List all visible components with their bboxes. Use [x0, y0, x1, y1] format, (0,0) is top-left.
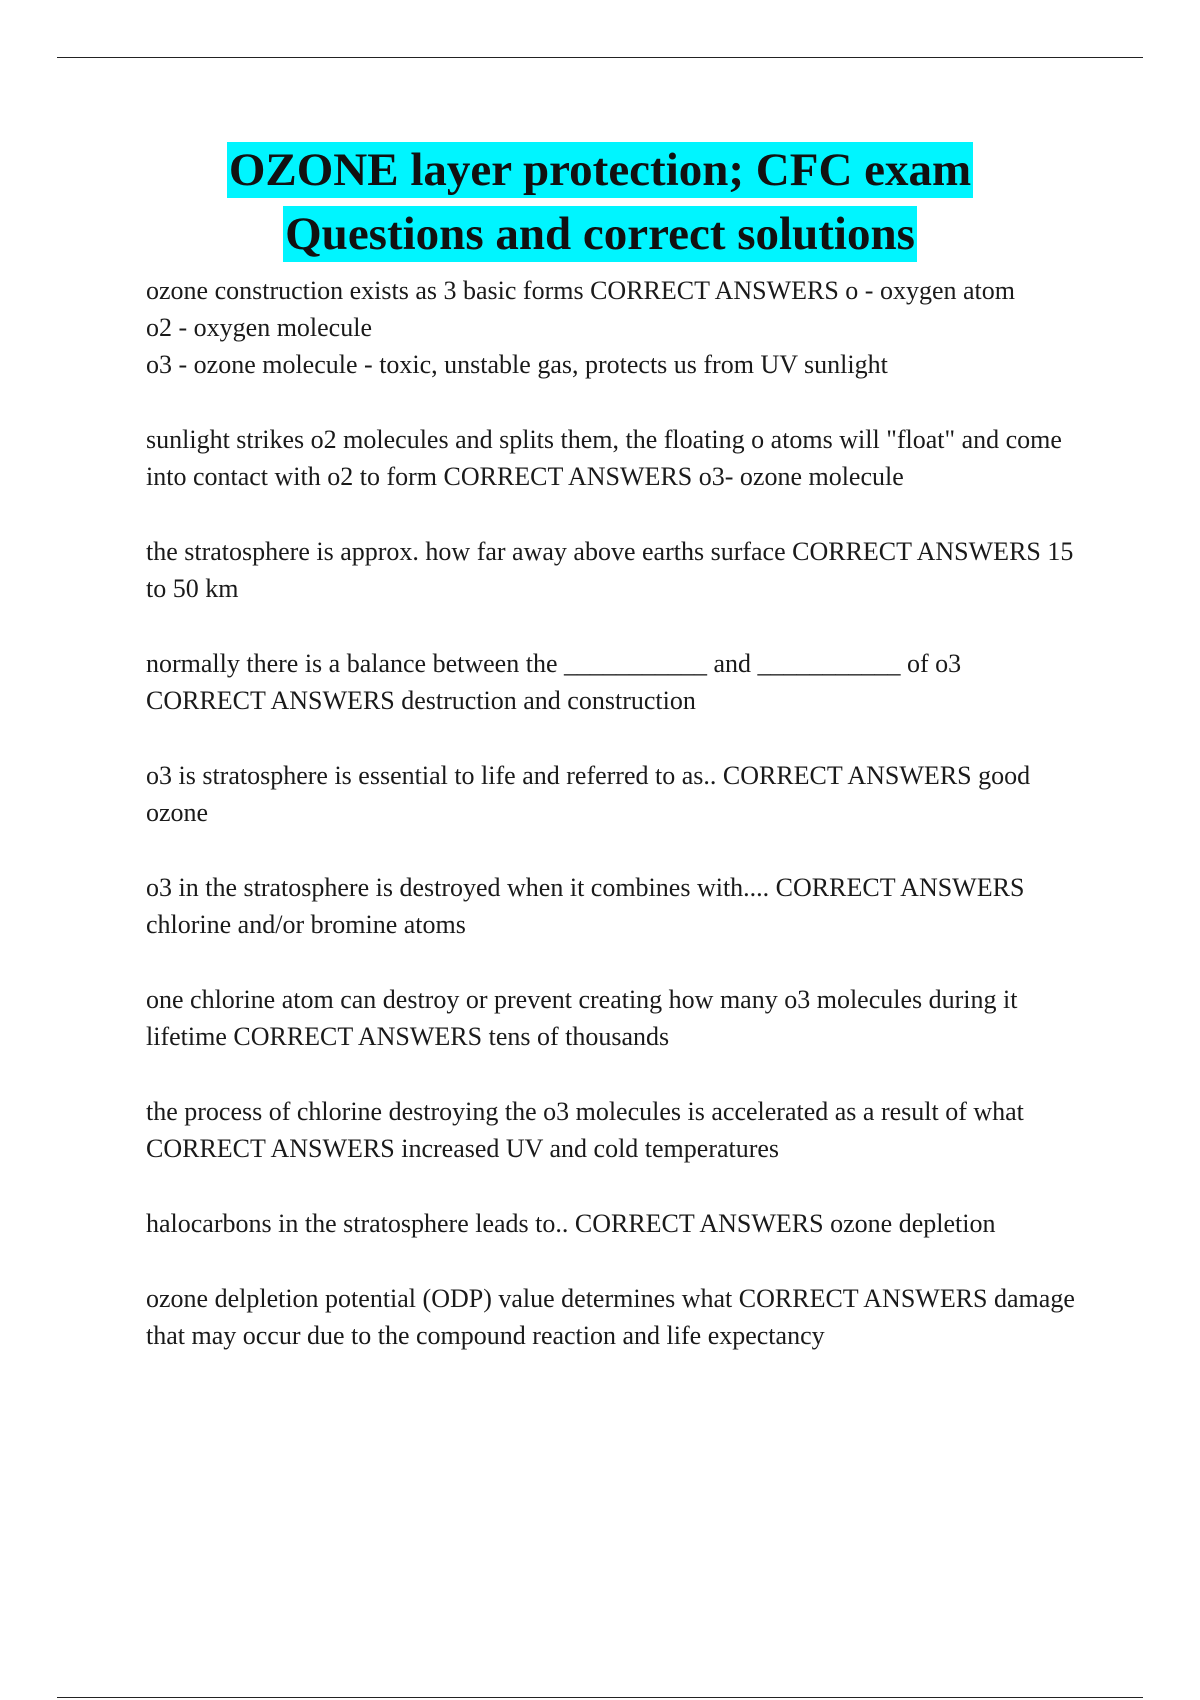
- top-rule: [57, 57, 1143, 58]
- qa-item: o3 in the stratosphere is destroyed when it combines with.... CORRECT ANSWERS chlorine and/or bromine atoms: [146, 873, 1025, 939]
- bottom-rule: [57, 1697, 1143, 1698]
- document-title: [0, 142, 1200, 262]
- qa-item: one chlorine atom can destroy or prevent creating how many o3 molecules during it lifetime CORRECT ANSWERS tens of thousands: [146, 985, 1018, 1051]
- qa-item: ozone delpletion potential (ODP) value determines what CORRECT ANSWERS damage that may occur due to the compound reaction and life expectancy: [146, 1284, 1075, 1350]
- title-line-2: Questions and correct solutions: [285, 208, 915, 260]
- title-line-1: OZONE layer protection; CFC exam: [228, 144, 972, 196]
- qa-item: sunlight strikes o2 molecules and splits them, the floating o atoms will "float" and come into contact with o2 to form CORRECT ANSWERS o3- ozone molecule: [146, 425, 1062, 491]
- qa-item: normally there is a balance between the ___________ and ___________ of o3 CORRECT ANSWERS destruction and construction: [146, 649, 962, 715]
- qa-item: the stratosphere is approx. how far away above earths surface CORRECT ANSWERS 15 to 50 km: [146, 537, 1074, 603]
- qa-item: the process of chlorine destroying the o3 molecules is accelerated as a result of what CORRECT ANSWERS increased UV and cold temperatures: [146, 1097, 1024, 1163]
- qa-item: ozone construction exists as 3 basic forms CORRECT ANSWERS o - oxygen atom o2 - oxygen molecule o3 - ozone molecule - toxic, unstable gas, protects us from UV sunlight: [146, 276, 1015, 379]
- qa-item: o3 is stratosphere is essential to life and referred to as.. CORRECT ANSWERS good ozone: [146, 761, 1031, 827]
- qa-list: [146, 272, 1076, 1392]
- qa-item: halocarbons in the stratosphere leads to.. CORRECT ANSWERS ozone depletion: [146, 1209, 996, 1238]
